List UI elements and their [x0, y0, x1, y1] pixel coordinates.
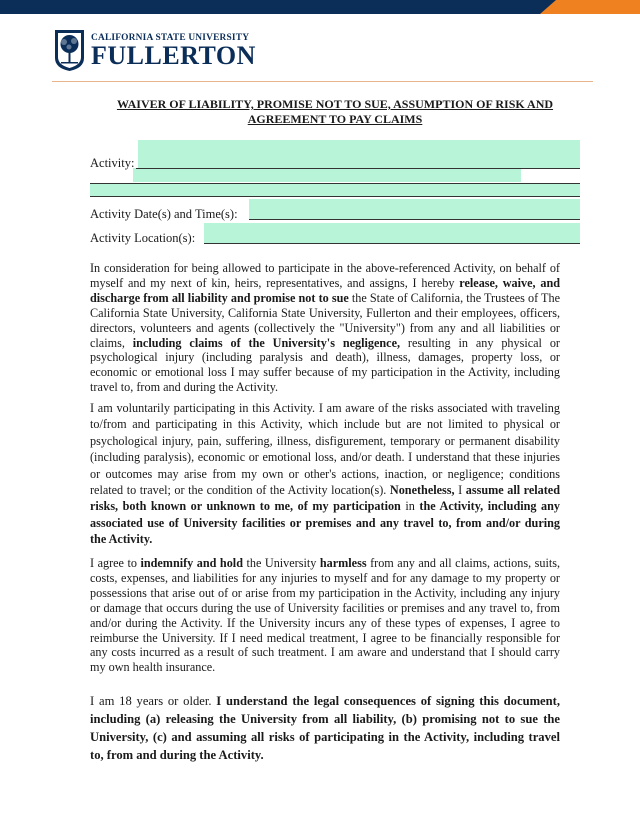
activity-dates-label: Activity Date(s) and Time(s):: [90, 207, 238, 221]
logo-campus-name: FULLERTON: [91, 40, 256, 70]
activity-field[interactable]: [138, 140, 580, 168]
logo-university-system: CALIFORNIA STATE UNIVERSITY: [91, 32, 250, 43]
university-logo: [53, 28, 256, 72]
assumption-of-risk-paragraph: I am voluntarily participating in this Activity. I am aware of the risks associated with traveling to/from and participating in this Activity, which include but are not limited to physical or psychological injury, pain, suffering, illness, disfigurement, temporary or permanent disability (including paralysis), economic or emotional loss, and/or death. I understand that these injuries or outcomes may arise from my own or other's actions, inaction, or negligence; conditions related to travel; or the condition of the Activity location(s). Nonetheless, I assume all related risks, both known or unknown to me, of my participation in the Activity, including any associated use of University facilities or premises and any travel to, from and/or during the Activity.: [90, 401, 560, 547]
activity-underline-2: [90, 183, 580, 184]
activity-field-line-3[interactable]: [90, 183, 580, 196]
activity-underline: [136, 168, 580, 169]
title-line-2: AGREEMENT TO PAY CLAIMS: [247, 112, 423, 126]
indemnify-paragraph: I agree to indemnify and hold the University harmless from any and all claims, actions, suits, costs, expenses, and liabilities for any injuries to myself and for any damage to my property or possessions that arise out of or arise from my participation in the Activity, including any injury or damage that occurs during the use of University facilities or premises and any travel to, from and/or during the Activity. If the University incurs any of these types of expenses, I agree to reimburse the University. If I need medical treatment, I agree to be financially responsible for any costs incurred as a result of such treatment. I am aware and understand that I should carry my own health insurance.: [90, 556, 561, 675]
top-banner-accent: [540, 0, 640, 14]
activity-dates-field[interactable]: [249, 199, 580, 219]
activity-location-field[interactable]: [204, 223, 580, 243]
release-paragraph: In consideration for being allowed to participate in the above-referenced Activity, on behalf of myself and my next of kin, heirs, representatives, and assigns, I hereby release, waive, and discharge from all liability and promise not to sue the State of California, the Trustees of The California State University, California State University, Fullerton and their employees, officers, directors, volunteers and agents (collectively the "University") from any and all liabilities or claims, including claims of the University's negligence, resulting in any physical or psychological injury (including paralysis and death), illness, damages, property loss, or economic or emotional loss I may suffer because of my participation in the Activity, including travel to, from and during the Activity.: [90, 261, 561, 395]
activity-field-line-2[interactable]: [133, 168, 521, 182]
csuf-seal-icon: [53, 28, 86, 72]
activity-label: Activity:: [90, 156, 135, 170]
activity-location-label: Activity Location(s):: [90, 231, 196, 245]
acknowledgement-paragraph: I am 18 years or older. I understand the legal consequences of signing this document, including (a) releasing the University from all liability, (b) promising not to sue the University, (c) and assuming all risks of participating in the Activity, including travel to, from and during the Activity.: [90, 694, 560, 762]
document-title: [90, 97, 580, 127]
header-divider: [52, 81, 593, 82]
activity-location-underline: [204, 243, 580, 244]
activity-dates-underline: [249, 219, 580, 220]
activity-underline-3: [90, 196, 580, 197]
title-line-1: WAIVER OF LIABILITY, PROMISE NOT TO SUE, ASSUMPTION OF RISK AND: [116, 97, 554, 111]
